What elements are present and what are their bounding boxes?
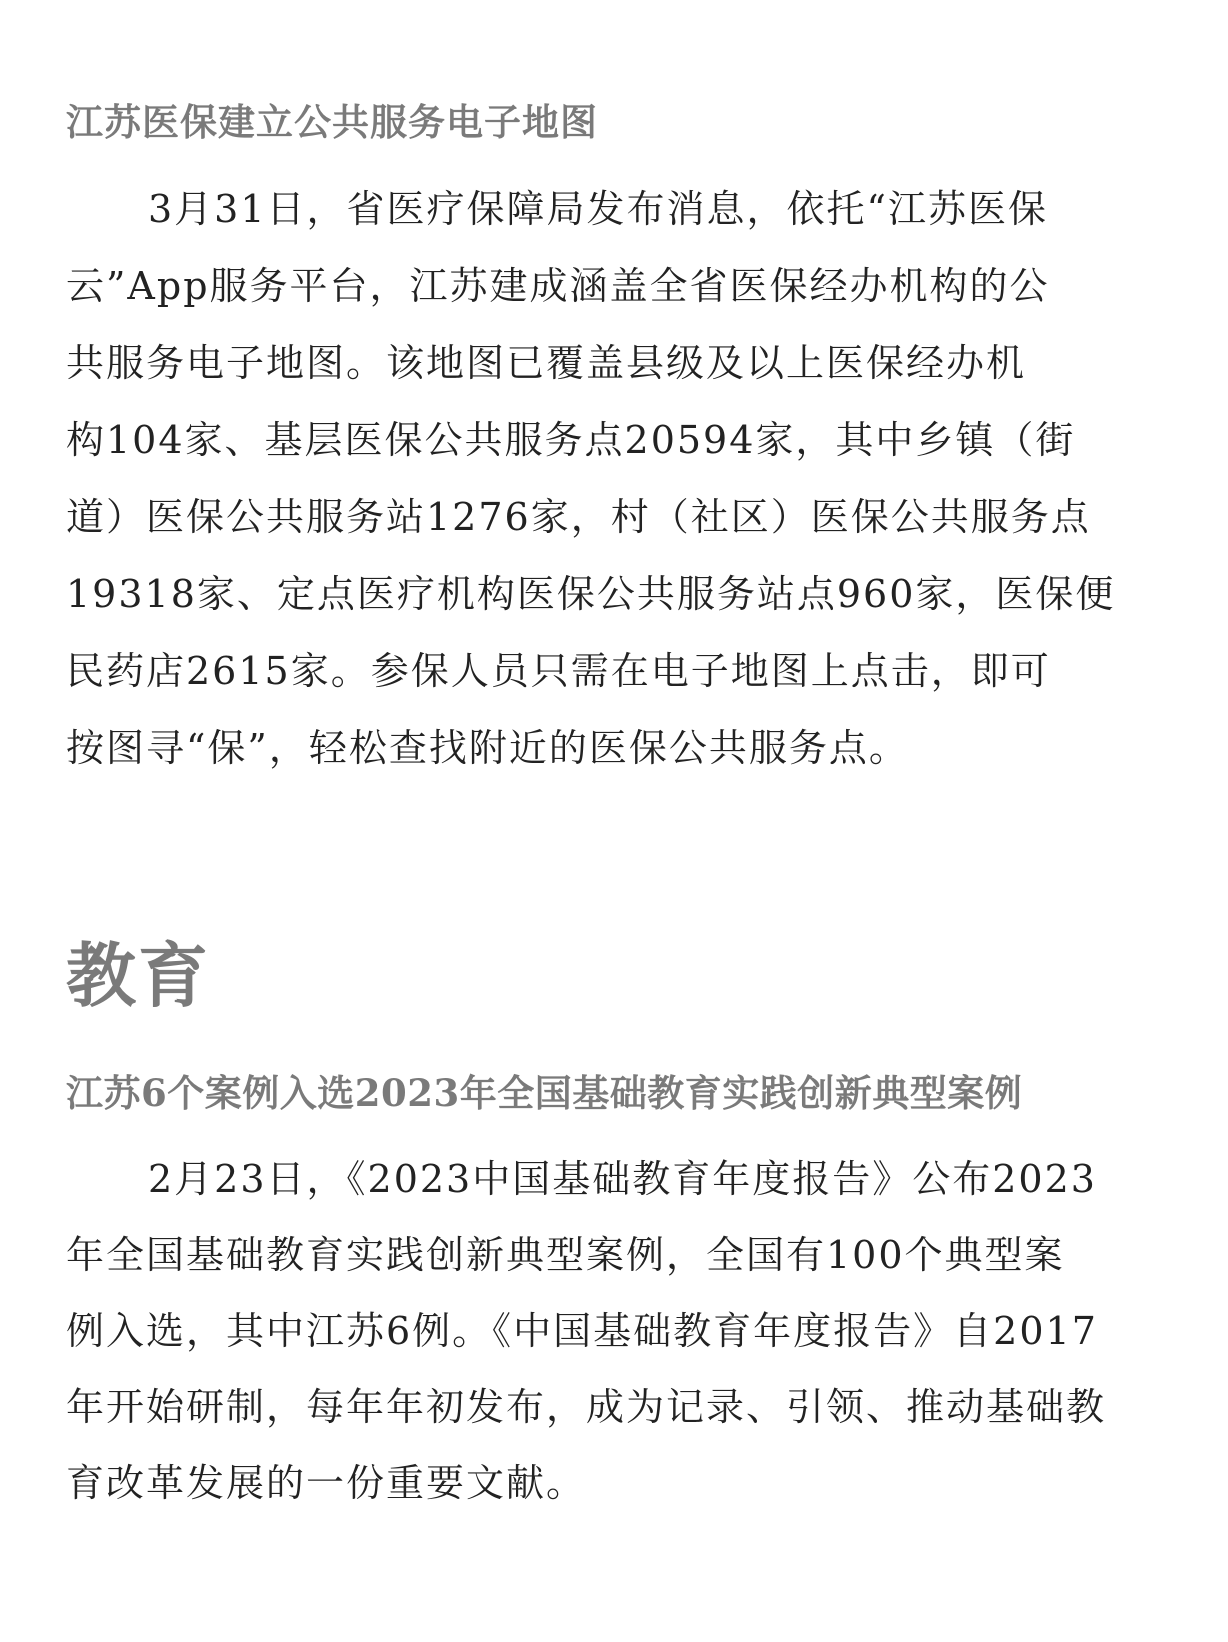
article1-line-6: 19318家、定点医疗机构医保公共服务站点960家，医保便	[66, 572, 1116, 616]
article2-line-3: 例入选，其中江苏6例。《中国基础教育年度报告》自2017	[66, 1309, 1098, 1353]
article2-line-4: 年开始研制，每年年初发布，成为记录、引领、推动基础教	[66, 1385, 1107, 1429]
article2-line-2: 年全国基础教育实践创新典型案例，全国有100个典型案	[66, 1233, 1065, 1277]
article1-line-3: 共服务电子地图。该地图已覆盖县级及以上医保经办机	[66, 341, 1027, 385]
section-title-education: 教育	[66, 935, 210, 1017]
article1-line-8: 按图寻“保”，轻松查找附近的医保公共服务点。	[66, 726, 909, 770]
article-headline-education-cases: 江苏6个案例入选2023年全国基础教育实践创新典型案例	[66, 1071, 1023, 1115]
article2-line-1: 2月23日，《2023中国基础教育年度报告》公布2023	[148, 1157, 1097, 1201]
article1-line-5: 道）医保公共服务站1276家，村（社区）医保公共服务点	[66, 495, 1091, 539]
article1-line-7: 民药店2615家。参保人员只需在电子地图上点击，即可	[66, 649, 1051, 693]
article1-line-4: 构104家、基层医保公共服务点20594家，其中乡镇（街	[66, 418, 1076, 462]
article2-line-5: 育改革发展的一份重要文献。	[66, 1461, 587, 1505]
article-headline-medical-insurance: 江苏医保建立公共服务电子地图	[66, 100, 598, 144]
article1-line-1: 3月31日，省医疗保障局发布消息，依托“江苏医保	[148, 187, 1048, 231]
article1-line-2: 云”App服务平台，江苏建成涵盖全省医保经办机构的公	[66, 264, 1050, 308]
